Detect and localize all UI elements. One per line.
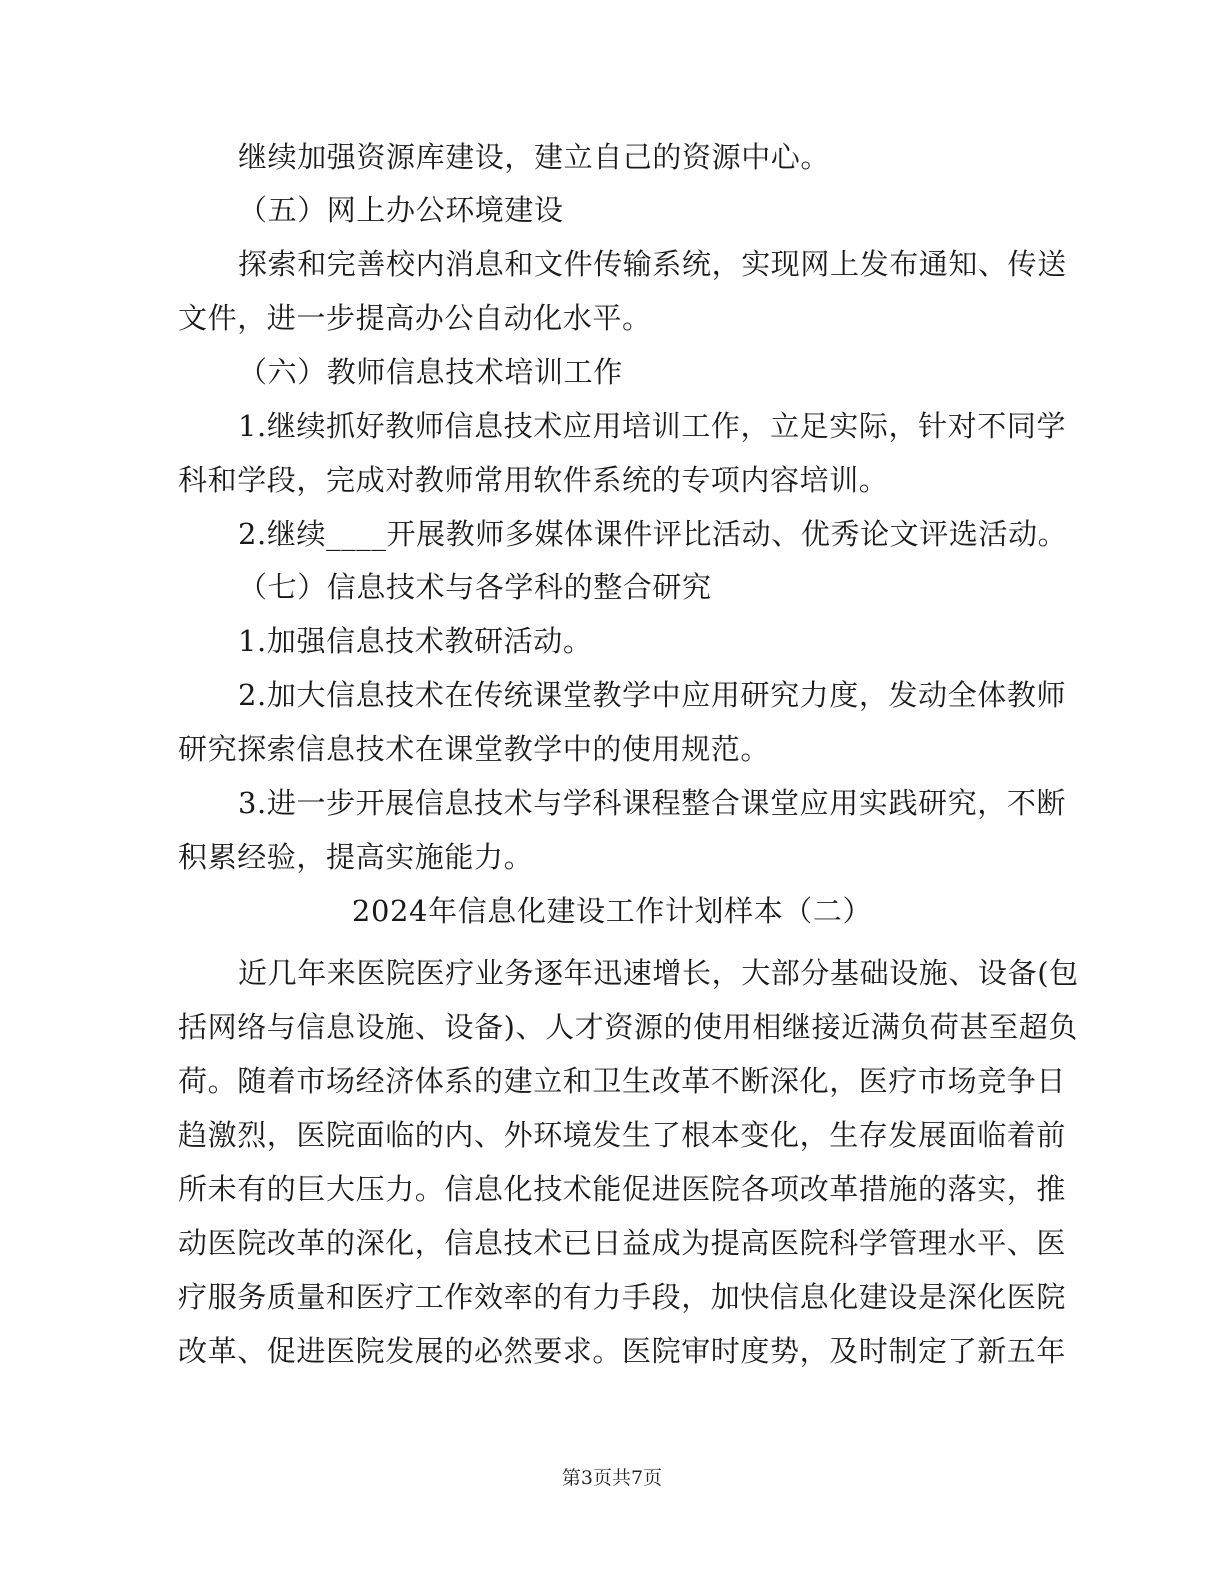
text-line: 继续加强资源库建设，建立自己的资源中心。 bbox=[238, 140, 831, 174]
text-line: 文件，进一步提高办公自动化水平。 bbox=[178, 301, 652, 335]
text-line: 改革、促进医院发展的必然要求。医院审时度势，及时制定了新五年 bbox=[178, 1334, 1067, 1368]
text-line: 括网络与信息设施、设备)、人才资源的使用相继接近满负荷甚至超负 bbox=[178, 1010, 1078, 1044]
text-line: 近几年来医院医疗业务逐年迅速增长，大部分基础设施、设备(包 bbox=[238, 956, 1079, 990]
text-line: 1.继续抓好教师信息技术应用培训工作，立足实际，针对不同学 bbox=[238, 409, 1067, 443]
subheading: （六）教师信息技术培训工作 bbox=[238, 355, 623, 389]
text-line: 积累经验，提高实施能力。 bbox=[178, 840, 534, 874]
text-line: 动医院改革的深化，信息技术已日益成为提高医院科学管理水平、医 bbox=[178, 1226, 1067, 1260]
section-title: 2024年信息化建设工作计划样本（二） bbox=[351, 894, 873, 928]
text-line: 3.进一步开展信息技术与学科课程整合课堂应用实践研究，不断 bbox=[238, 786, 1067, 820]
text-line: 荷。随着市场经济体系的建立和卫生改革不断深化，医疗市场竞争日 bbox=[178, 1064, 1067, 1098]
subheading: （七）信息技术与各学科的整合研究 bbox=[238, 570, 712, 604]
text-line: 所未有的巨大压力。信息化技术能促进医院各项改革措施的落实，推 bbox=[178, 1172, 1067, 1206]
text-line: 1.加强信息技术教研活动。 bbox=[238, 624, 593, 658]
text-line: 探索和完善校内消息和文件传输系统，实现网上发布通知、传送 bbox=[238, 247, 1067, 281]
text-line: 疗服务质量和医疗工作效率的有力手段，加快信息化建设是深化医院 bbox=[178, 1280, 1067, 1314]
text-line: 2.加大信息技术在传统课堂教学中应用研究力度，发动全体教师 bbox=[238, 678, 1067, 712]
page-number: 第3页共7页 bbox=[561, 1467, 663, 1489]
subheading: （五）网上办公环境建设 bbox=[238, 193, 564, 227]
text-line: 2.继续____开展教师多媒体课件评比活动、优秀论文评选活动。 bbox=[238, 517, 1068, 551]
text-line: 趋激烈，医院面临的内、外环境发生了根本变化，生存发展面临着前 bbox=[178, 1118, 1067, 1152]
text-line: 研究探索信息技术在课堂教学中的使用规范。 bbox=[178, 732, 771, 766]
text-line: 科和学段，完成对教师常用软件系统的专项内容培训。 bbox=[178, 463, 889, 497]
